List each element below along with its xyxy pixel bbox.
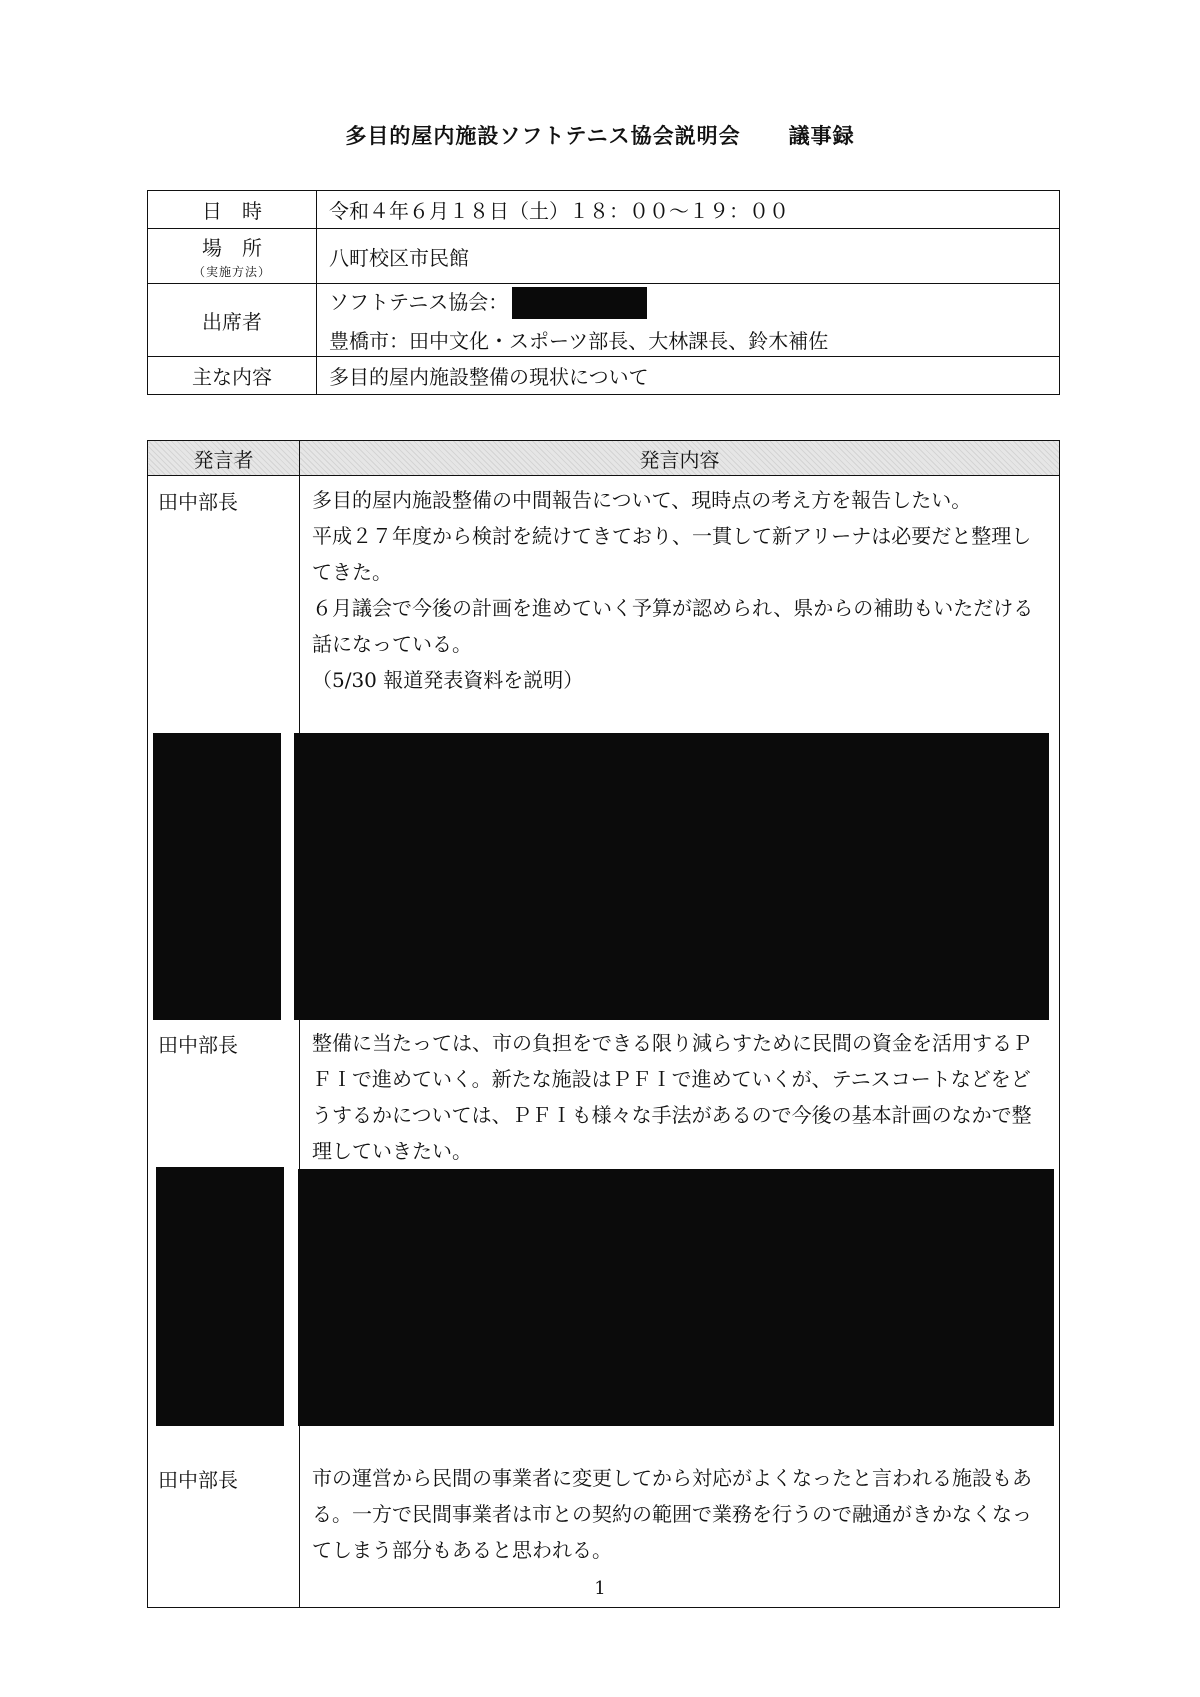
attendees-value [317, 284, 1060, 357]
document-title [0, 120, 1200, 150]
speaker-name: 田中部長 [148, 476, 300, 720]
redaction-block [153, 733, 281, 1020]
content-label: 主な内容 [148, 357, 317, 395]
redaction-block [294, 733, 1049, 1020]
title-suffix: 議事録 [788, 124, 855, 148]
redaction-block [156, 1167, 284, 1426]
title-main: 多目的屋内施設ソフトテニス協会説明会 [345, 124, 741, 148]
attendees-association: ソフトテニス協会： [329, 289, 509, 314]
minutes-row [148, 476, 1060, 720]
meeting-info-table [147, 190, 1060, 395]
attendees-label: 出席者 [148, 284, 317, 357]
page-number: 1 [594, 1578, 606, 1599]
content-value: 多目的屋内施設整備の現状について [317, 357, 1060, 395]
date-label: 日 時 [148, 191, 317, 229]
minutes-table [147, 440, 1060, 1608]
speaker-name: 田中部長 [148, 1019, 300, 1184]
minutes-row [148, 1019, 1060, 1184]
redaction-block [512, 287, 647, 319]
redaction-block [298, 1169, 1054, 1426]
speaker-name: 田中部長 [148, 1454, 300, 1608]
place-label: 場 所 （実施方法） [148, 229, 317, 284]
attendees-city: 豊橋市：田中文化・スポーツ部長、大林課長、鈴木補佐 [329, 329, 829, 354]
statement-text: 多目的屋内施設整備の中間報告について、現時点の考え方を報告したい。 平成２７年度から検討を続けてきており、一貫して新アリーナは必要だと整理してきた。 ６月議会で今後の計画を進めていく予算が認められ、県からの補助もいただける話になっている。 （5/30 報道発表資料を説明） [300, 476, 1060, 720]
header-speaker: 発言者 [148, 441, 300, 476]
place-method-sub: （実施方法） [192, 265, 271, 279]
header-content: 発言内容 [300, 441, 1060, 476]
statement-text: 整備に当たっては、市の負担をできる限り減らすために民間の資金を活用するＰＦＩで進めていく。新たな施設はＰＦＩで進めていくが、テニスコートなどをどうするかについては、ＰＦＩも様々な手法があるので今後の基本計画のなかで整理していきたい。 [300, 1019, 1060, 1184]
place-value: 八町校区市民館 [317, 229, 1060, 284]
date-value: 令和４年６月１８日（土）１８：００～１９：００ [317, 191, 1060, 229]
statement-text: 市の運営から民間の事業者に変更してから対応がよくなったと言われる施設もある。一方で民間事業者は市との契約の範囲で業務を行うので融通がきかなくなってしまう部分もあると思われる。 [300, 1454, 1060, 1608]
